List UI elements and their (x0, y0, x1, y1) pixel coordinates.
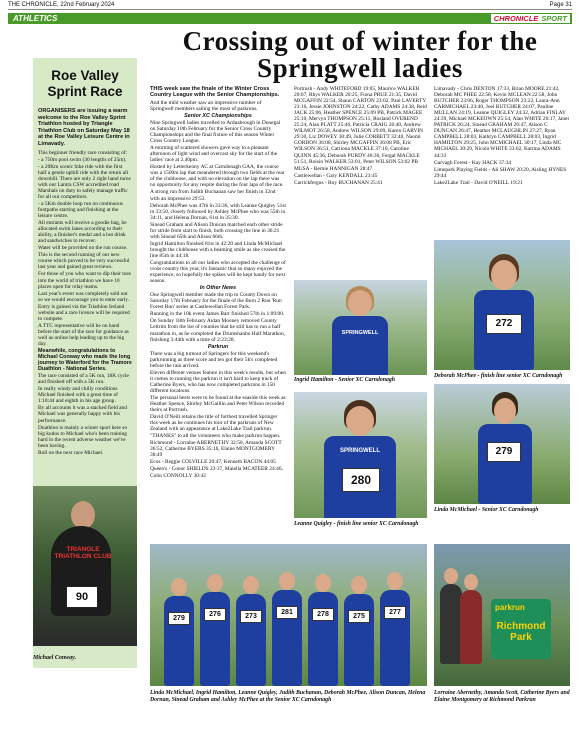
linda-mcmichael-photo (434, 384, 570, 504)
sidebar-photo-caption: Michael Conway. (33, 655, 77, 661)
race-bib: 90 (66, 586, 98, 608)
parkrun-logo: parkrun (495, 603, 525, 612)
linda-caption: Linda McMichael - Senior XC Carndonagh (434, 507, 539, 513)
article-column-1: THIS week saw the finale of the Winter Cross Country League with the Senior Championships. And the mild weather saw an impressive number of Springwell members sailing the most of parkruns. Senior XC Championships Nine Springwell ladies travelled to Ardnabrough in Donegal on Saturday 10th February for the Senior Cross Country Championships and the final fixture of this season Winter Cross Country League. A morning of scattered showers gave way to a pleasant afternoon of light wind and overcast sky for the start of the ladies' race at 2.40pm. Hosted by Letterkenny AC at Carndonagh GAA, the course was a 1500m lap that meandered through two fields at the rear of the clubhouse, and with no elevation on the lap there was no opportunity for any respite during the four laps of the race. A strong run from Judith Buchanan saw her finish in 32nd with an impressive 29:53. Deborah McPhee was 47th in 33:36, with Leanne Quigley 51st in 33:50, closely followed by Ashley McPhee who was 55th in 34:11, and Helena Dornan, 61st in 35:30. Sinead Graham and Alison Duncan matched each other stride for stride from start to finish, both crossing the line in 36:21 with Sinead 65th and Alison 66th. Ingrid Hamilton finished 81st in 42:20 and Linda McMichael brought the clubhouse with a beaming smile as she crossed the line 85th in 44:18. Congratulations to all our ladies who accepted the challenge of cross country this year, it's fantastic that so many enjoyed the experience, so hopefully the spikes will be kept handy for next season. In Other News One Springwell member made the trip to County Down on Saturday 17th February for the finale of the Born 2 Run 'Run Forest Run' series at Castlewellan Forest Park. Running in the 10k event James Barr finished 57th in 1:09:00. On Sunday 18th February Aidan Mooney removed County Leitrim from the list of counties that he still has to run a half marathon in, as he completed the Drumshanbo Half Marathon, finishing 3:44th with a time of 2:23:28. Parkrun There was a big turnout of Springers for this weekend's parkrunning as three score and ten got their 5k's completed before the rain arrived. Eleven different venues feature in this week's results, but when it comes to running the parkrun it isn't hard to keep track of Catherine Byers, who has now completed parkruns in 150 different locations. The personal bests were to be found at the seaside this week as Heather Spence, Shirley McGaillin and Peter Wilson recorded theirs at Portrush. David O'Neill retains the title of furthest travelled Springer this week as he continues his tour of the parkruns of New Zealand with an appearance at Lake2Lake Trail parkrun. "THANKS" to all the volunteers who make parkrun happen. Richmond - Lorraine ABERNETHY 32:50, Amanda SCOTT 36:52, Catherine BYERS 35:16, Elaine MONTGOMERY 38:49 Ecos - Reggie COLVILLE 20:47, Kenneth BACON 44:05 Queen's - Conor SHIELDS 23:37, Maiella MCATEER 24:46, Colin CONNOLLY 30:42 (150, 86, 286, 479)
page-header (8, 2, 572, 10)
jersey-text: SPRINGWELL (341, 330, 379, 336)
leanne-caption: Leanne Quigley - finish line senior XC Carndonagh (294, 521, 419, 527)
parkrun-sign (491, 599, 551, 659)
paper-date: THE CHRONICLE, 22nd February 2024 (8, 2, 115, 8)
richmond-caption: Lorraine Abernethy, Amanda Scott, Catherine Byers and Elaine Montgomery at Richmond Parkrun (434, 690, 570, 703)
deborah-caption: Deborah McPhee - finish line senior XC Carndonagh (434, 373, 563, 379)
jersey-text: SPRINGWELL (340, 448, 380, 454)
ingrid-caption: Ingrid Hamilton - Senior XC Carndonagh (294, 377, 395, 383)
section-label: ATHLETICS (13, 14, 58, 23)
jersey-text: TRIANGLE TRIATHLON CLUB (54, 546, 112, 560)
michael-conway-photo (33, 486, 137, 646)
ingrid-hamilton-photo (294, 280, 427, 375)
group-photo: 279 276 273 281 278 275 277 (150, 544, 427, 686)
page-number: Page 31 (549, 2, 572, 8)
race-bib: 279 (487, 442, 521, 462)
group-caption: Linda McMichael, Ingrid Hamilton, Leanne Quigley, Judith Buchanan, Deborah McPhee, Alison Duncan, Helena Dornan, Sinead Graham and Ashley McPhee at the Senior XC Carndonagh (150, 690, 426, 703)
race-bib: 272 (486, 314, 522, 334)
brand-logo: CHRONICLE SPORT (491, 14, 570, 23)
sidebar-body: This beginner friendly race consisting of: - a 750m pool swim (30 lengths of 25m). - a 20Km scenic bike ride with the first half a gentle uphill ride with the return all downhill. There are only 2 right hand turns with our Lantra CSW accredited road Marshals on duty to safely manage traffic for all our competitors. - a 5Km double loop run on continuous footpaths starting and finishing at the leisure centre. All entrants will receive a goodie bag, be allocated swim lanes according to their ability, a finisher's medal and a hot drink and sandwiches to recover. Water will be provided on the run course. This is the second running of our new course which proved to be very successful last year and gained great reviews. For those of you who want to dip their toes into the world of triathlon we have 10 places open for relay teams. Last year's event was completely sold out so we would encourage you to enter early. Entry is gained via the Triathlon Ireland website and a race licence will be required to compete. A TTC representative will be on hand before the start of the race for guidance as well as online help leading up to the big day. Meanwhile, congratulations to Michael Conway who made the long journey to Waterford for the Tramore Duathlon - National Series. The race consisted of a 5K run, 18K cycle and finished off with a 5K run. In really windy and chilly conditions Michael finished with a great time of 1:10:44 and eighth in his age group. By all accounts it was a stacked field and Michael was generally happy with his performance. Duathlon is mainly a winter sport here so big kudos to Michael who's been training hard in the recent adverse weather we've been having. Roll on the next race Michael. (38, 149, 132, 456)
sidebar-title: Roe Valley Sprint Race (47, 68, 123, 99)
deborah-mcphee-photo (434, 240, 570, 370)
sign-text: Richmond Park (496, 621, 546, 643)
richmond-parkrun-photo (434, 544, 570, 686)
article-column-3: Limavady - Chris DENTON 17:33, Brian MOORE 21:42, Deborah MC PHEE 22:58, Kevin MCLEAN 22:58, John BUTCHER 23:06, Roger THOMPSON 23:22, Laura-Ann CARMICHAEL 23:40, Joel BUTCHER 24:07, Pauline MULLAN 24:19, Leanne QUIGLEY 24:32, Adrian FINLAY 24:39, Michael MCKEOWN 25:54, Alan WHITE 26:17, Janet PATRICK 26:24, Sinead GRAHAM 26:47, Alison C DUNCAN 26:47, Heather MCLAUGHLIN 27:27, Ryan CAMPBELL 28:03, Kathryn CAMPBELL 28:03, Ingrid HAMILTON 29:25, John MCMICHAEL 30:17, Linda MC MICHAEL 30:29, Nicola WHITE 33:02, Katrina ADAMS 44:33 Garvagh Forest - Kay HACK 37:34 Limepark Playing Fields - Ali SHAW 20:20, Aisling HYNES 29:44 Lake2Lake Trail - David O'NEILL 19:21 (434, 86, 569, 186)
leanne-quigley-photo (294, 392, 427, 518)
race-bib: 280 (342, 468, 380, 492)
sidebar-intro: ORGANISERS are issuing a warm welcome to the Roe Valley Sprint Triathlon hosted by Triangle Triathlon Club on Saturday May 18 at the Roe Valley Leisure Centre in Limavady. (38, 108, 130, 147)
article-column-2: Portrush - Andy WHITEFORD 19:05, Maurice WALKER 20:07, Rhys WALKER 20:25, Fiona PRUE 21:35, David MCGAFFIN 22:54, Shaun CARTON 23:02, Paul LAVERTY 23:16, Jessie JOHNSTON 24:22, Cathy ADAMS 24:38, Reid JACK 25:06, Heather SPENCE 25:09 PB, Patrick MAGEE 25:10, Mervyn THOMPSON 25:11, Rosland OVEREND 25:24, Alan PLATT 25:46, Patricia CRAIG 26:40, Andrew WILMOT 26:58, Andrew WILSON 29:09, Karen GARVIN 29:30, Liz DOWEY 30:49, Julie CORBETT 32:40, Naomi GORDON 36:08, Shirley MCGAFFIN 36:08 PB, Eric WILSON 36:51, Catriona MACKLE 37:10, Caroline QUINN 45:36, Deborah PURDY 46:30, Fergal MACKLE 51:51, Roisin WALKER 53:01, Peter WILSON 53:02 PB MUSA - Bernie HANNIGAN 28:47 Castlewellan - Gary KENDALL 23:45 Carrickfergus - Roy BUCHANAN 25:41 (294, 86, 427, 186)
section-bar (8, 13, 572, 24)
headline: Crossing out of winter for the Springwell ladies (182, 26, 538, 83)
